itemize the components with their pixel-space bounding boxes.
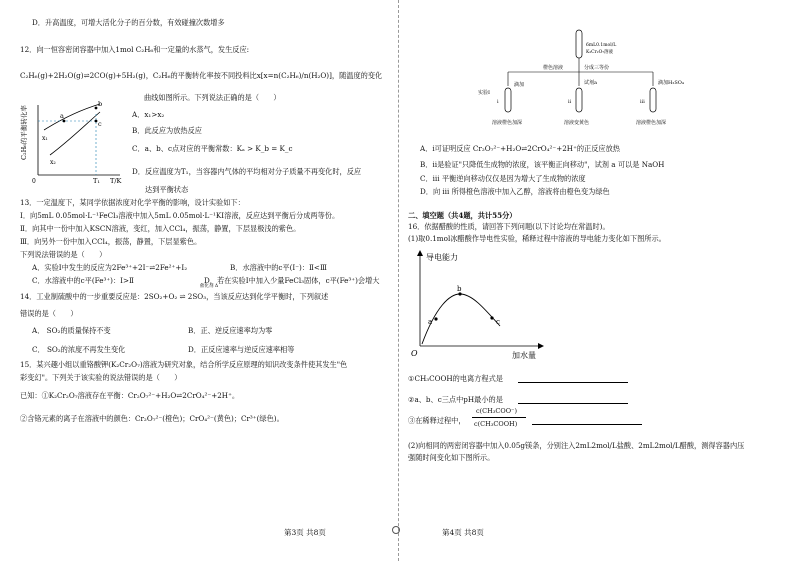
q13-step-ii: Ⅱ．向其中一份中加入KSCN溶液，变红，加入CCl₄，振荡，静置，下层显极浅的紫色。 (20, 224, 301, 233)
q16-sub1-blank[interactable] (518, 382, 628, 383)
graph2-ylabel: 导电能力 (426, 253, 458, 262)
fraction-bar (472, 417, 526, 418)
q13-option-d: D．若在实验Ⅰ中加入少量FeCl₃固体，c平(Fe³⁺)会增大 (204, 276, 380, 285)
q16-fraction-denominator: c(CH₃COOH) (474, 420, 518, 428)
q15-experiment-diagram (468, 28, 718, 133)
diagram-add2: 试剂a (584, 80, 597, 86)
q13-step-i: Ⅰ．向5mL 0.05mol·L⁻¹FeCl₃溶液中加入5mL 0.05mol·L⁻¹KI溶液，反应达到平衡后分成两等份。 (20, 211, 340, 220)
q16-sub3: ③在稀释过程中， (408, 416, 466, 425)
graph2-a: a (428, 318, 433, 326)
diagram-res3: 溶液橙色加深 (636, 120, 667, 126)
q12-stem2: 曲线如图所示。下列说法正确的是（ ） (144, 93, 281, 102)
q15-option-c: C．ⅲ 平衡逆向移动仅仅是因为增大了生成物的浓度 (420, 174, 586, 183)
graph1-a: a (60, 112, 64, 120)
graph1-c: c (98, 120, 102, 128)
graph2-xlabel: 加水量 (512, 351, 536, 360)
conductivity-curve (422, 294, 500, 344)
graph1-b: b (98, 100, 103, 108)
q16-stem: 16．依据醋酸的性质，请回答下列问题(以下讨论均在常温时)。 (408, 222, 610, 231)
graph1-xlabel: T/K (110, 177, 122, 185)
section-2-heading: 二、填空题（共4题，共计55分） (408, 211, 517, 220)
q14-stem2: 错误的是（ ） (20, 309, 78, 318)
tube-iii (650, 88, 656, 112)
q14-option-d: D．正反应速率与逆反应速率相等 (188, 345, 295, 354)
q14-option-a: A． SO₂的质量保持不变 (32, 326, 111, 335)
diagram-res1: 溶液橙色加深 (492, 120, 523, 126)
q15-known1: 已知：①K₂Cr₂O₇溶液存在平衡：Cr₂O₇²⁻+H₂O⇌2CrO₄²⁻+2H⁺。 (20, 391, 240, 400)
q14-condition: 催化剂 Δ (200, 284, 219, 289)
graph1-origin: 0 (32, 178, 36, 185)
q16-part1: (1)取0.1mol冰醋酸作导电性实验，稀释过程中溶液的导电能力变化如下图所示。 (408, 234, 666, 243)
q15-stem2: 彩变幻"。下列关于该实验的说法错误的是（ ） (20, 373, 182, 382)
curve-x1 (44, 104, 100, 130)
graph2-origin: O (411, 349, 418, 358)
q16-part2b: 强随时间变化如下图所示。 (408, 453, 495, 462)
q16-part2a: (2)向相同的两密闭容器中加入0.05g镁条，分别注入2mL2mol/L盐酸、2mL2mol/L醋酸，测得容器内压 (408, 441, 745, 450)
graph1-x2: x₂ (50, 159, 56, 166)
q12-option-a: A．x₁>x₂ (132, 110, 165, 119)
q12-option-d2: 达到平衡状态 (145, 185, 189, 194)
graph1-t1: T₁ (93, 177, 100, 185)
q14-option-c: C． SO₂的浓度不再发生变化 (32, 345, 126, 354)
q13-option-c: C．水溶液中的c平(Fe³⁺)：Ⅰ>Ⅱ (32, 276, 134, 285)
diagram-tube3: ⅲ (640, 99, 645, 105)
q16-sub3-blank[interactable] (532, 424, 642, 425)
diagram-tube1: ⅰ (497, 99, 499, 105)
q13-option-b: B．水溶液中的c平(I⁻)：Ⅱ<Ⅲ (230, 263, 327, 272)
diagram-add3: 滴加H₂SO₄ (658, 80, 684, 86)
footer-left-page: 第3页 共8页 (284, 528, 326, 537)
q14-option-b: B．正、逆反应速率均为零 (188, 326, 273, 335)
q15-option-b: B．ⅱ是验证"只降低生成物的浓度，该平衡正向移动"，试剂 a 可以是 NaOH (420, 160, 665, 169)
q12-conversion-graph (20, 100, 130, 185)
q12-option-b: B．此反应为放热反应 (132, 126, 202, 135)
graph1-x1: x₁ (42, 135, 48, 142)
diagram-split1: 橙色溶液 (543, 65, 564, 71)
q15-stem: 15．某兴趣小组以重铬酸钾(K₂Cr₂O₇)溶液为研究对象，结合所学反应原理的知识改变条件使其发生"色 (20, 360, 348, 369)
q14-stem: 14．工业制硫酸中的一步重要反应是：2SO₂+O₂ ⇌ 2SO₃，当该反应达到化学平衡时，下列叙述 (20, 292, 329, 301)
diagram-res2: 溶液变黄色 (564, 120, 590, 126)
diagram-tube2: ⅱ (568, 99, 572, 105)
source-tube (576, 30, 582, 58)
q15-option-d: D．向 ⅲ 所得橙色溶液中加入乙醇，溶液将由橙色变为绿色 (420, 187, 610, 196)
binding-hole-icon (392, 526, 400, 534)
q13-ask: 下列说法错误的是（ ） (20, 250, 107, 259)
graph2-b: b (457, 285, 462, 293)
graph1-ylabel: C₂H₆的平衡转化率 (20, 105, 28, 160)
q12-option-c: C．a、b、c点对应的平衡常数：Kₐ > K_b = K_c (132, 144, 293, 153)
q16-sub2-blank[interactable] (518, 403, 628, 404)
footer-right-page: 第4页 共8页 (442, 528, 484, 537)
q15-known2: ②含铬元素的离子在溶液中的颜色：Cr₂O₇²⁻(橙色)；CrO₄²⁻(黄色)；Cr³⁺(绿色)。 (20, 414, 284, 423)
q12-option-d1: D．反应温度为T₁，当容器内气体的平均相对分子质量不再变化时，反应 (132, 167, 362, 176)
q12-stem: 12．向一恒容密闭容器中加入1mol C₂H₆和一定量的水蒸气，发生反应: (20, 45, 250, 54)
tube-i (505, 88, 511, 112)
q15-option-a: A．ⅰ可证明反应 Cr₂O₇²⁻+H₂O⇌2CrO₄²⁻+2H⁺的正反应放热 (420, 144, 620, 153)
q16-sub1: ①CH₃COOH的电离方程式是 (408, 374, 503, 383)
diagram-exp1: 实验Ⅰ (478, 90, 490, 96)
diagram-split2: 分成三等份 (584, 65, 610, 71)
q11-option-d: D．升高温度，可增大活化分子的百分数，有效碰撞次数增多 (32, 18, 225, 27)
q13-option-a: A．实验Ⅰ中发生的反应为2Fe³⁺+2I⁻⇌2Fe²⁺+I₂ (32, 263, 188, 272)
diagram-top-label2: K₂Cr₂O₇溶液 (586, 50, 614, 55)
diagram-add1: 滴加 (514, 82, 525, 88)
curve-x2 (50, 112, 100, 155)
q16-sub2: ②a、b、c三点中pH最小的是 (408, 395, 503, 404)
diagram-top-label1: 6mL0.1mol/L (586, 43, 617, 48)
q16-fraction-numerator: c(CH₃COO⁻) (476, 407, 518, 415)
tube-ii (576, 88, 582, 112)
column-divider (398, 0, 399, 561)
q13-step-iii: Ⅲ．向另外一份中加入CCl₄，振荡，静置，下层显紫色。 (20, 237, 202, 246)
q12-equation: C₂H₆(g)+2H₂O(g)⇌2CO(g)+5H₂(g)，C₂H₆的平衡转化率按不同投料比x[x=n(C₂H₆)/n(H₂O)]，随温度的变化 (20, 71, 383, 80)
q13-stem: 13．一定温度下，某同学依据浓度对化学平衡的影响，设计实验如下： (20, 198, 245, 207)
conductivity-graph (408, 246, 558, 361)
graph2-c: c (496, 318, 500, 326)
